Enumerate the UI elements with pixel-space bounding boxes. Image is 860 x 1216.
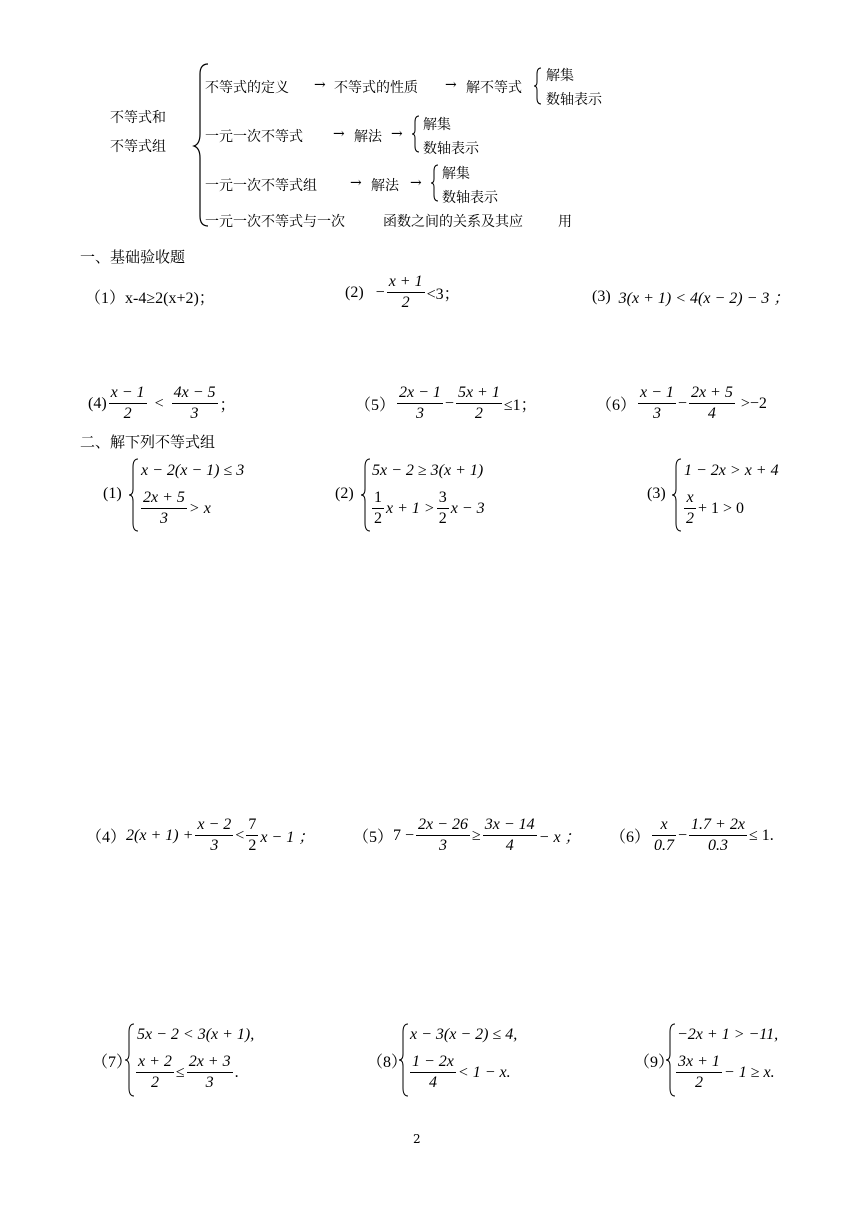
denominator: 4 [707, 405, 716, 422]
expression: 3(x + 1) < 4(x − 2) − 3 ； [618, 290, 790, 307]
denominator: 4 [428, 1074, 437, 1091]
problem-label: (4) [88, 394, 107, 412]
problem-1-5 [355, 383, 537, 424]
denominator: 0.3 [708, 837, 728, 854]
problem-label: （7） [92, 1054, 133, 1071]
numerator: 1 [372, 488, 384, 509]
denominator: 4 [505, 837, 514, 854]
numerator: 3 [437, 488, 449, 509]
system-line2 [134, 1052, 239, 1093]
fraction [638, 383, 676, 424]
numerator: 2x − 26 [416, 815, 470, 836]
expression-head: 7 − [393, 826, 415, 844]
sub-brace [430, 163, 440, 203]
system-line2 [674, 1052, 775, 1093]
expression-tail: < 1 − x. [457, 1063, 511, 1081]
root-label-line1: 不等式和 [110, 110, 166, 126]
fraction [456, 383, 502, 424]
denominator: 3 [439, 837, 447, 854]
numerator: 2x + 5 [141, 488, 187, 509]
fraction [187, 1052, 233, 1093]
fraction [689, 383, 735, 424]
problem-1-6 [596, 383, 767, 424]
branch3-number-line: 数轴表示 [442, 190, 498, 206]
denominator: 3 [190, 405, 199, 422]
fraction [416, 815, 470, 856]
expression-mid: x + 1 > [386, 499, 435, 517]
system-line1: x − 2(x − 1) ≤ 3 [141, 462, 245, 479]
problem-label: （5） [353, 829, 394, 846]
numerator: x − 1 [109, 383, 147, 404]
fraction [109, 383, 147, 424]
expression-tail: ≤1； [503, 397, 537, 414]
branch1-number-line: 数轴表示 [546, 92, 602, 108]
fraction [397, 383, 443, 424]
operator: − [444, 394, 454, 412]
problem-label: （1） [85, 290, 126, 307]
numerator: 4x − 5 [172, 383, 218, 404]
branch3-solution-set: 解集 [442, 166, 470, 182]
problem-label: （6） [596, 397, 637, 414]
arrow-icon: → [314, 77, 326, 93]
problem-label: (2) [335, 485, 354, 502]
problem-label: (1) [103, 485, 122, 502]
denominator: 2 [150, 1074, 159, 1091]
fraction [652, 815, 676, 856]
numerator: x − 2 [195, 815, 233, 836]
operator: − [678, 826, 688, 844]
denominator: 2 [438, 510, 447, 527]
system-line1: 1 − 2x > x + 4 [684, 462, 779, 479]
problem-2-4 [86, 815, 314, 856]
expression-tail: > x [188, 499, 211, 517]
denominator: 0.7 [654, 837, 675, 854]
branch1-properties: 不等式的性质 [334, 80, 418, 96]
expression-tail: + 1 > 0 [698, 499, 745, 517]
arrow-icon: → [445, 77, 457, 93]
problem-label: （6） [610, 829, 651, 846]
expression-tail: >−2 [740, 394, 767, 412]
fraction [676, 1052, 722, 1093]
operator: < [154, 394, 164, 412]
fraction [483, 815, 537, 856]
expression-head: 2(x + 1) + [126, 826, 194, 844]
minus-sign: − [375, 283, 385, 301]
problem-label: （5） [355, 397, 396, 414]
problem-label: (3) [592, 287, 611, 305]
arrow-icon: → [391, 126, 403, 142]
problem-label: (3) [647, 485, 666, 502]
problem-label: （9） [634, 1054, 675, 1071]
operator: ≥ [471, 826, 481, 844]
numerator: 5x + 1 [456, 383, 502, 404]
system-line1: −2x + 1 > −11, [677, 1026, 779, 1043]
fraction [141, 488, 187, 529]
numerator: 7 [246, 815, 258, 836]
problem-1-4 [88, 383, 236, 424]
denominator: 3 [652, 405, 661, 422]
numerator: 1.7 + 2x [689, 815, 747, 836]
denominator: 3 [415, 405, 424, 422]
numerator: x [684, 488, 696, 509]
sub-brace [411, 114, 421, 154]
problem-label: （4） [86, 829, 127, 846]
branch4-text-a: 一元一次不等式与一次 [205, 214, 345, 230]
fraction [246, 815, 258, 856]
expression: x-4≥2(x+2)； [125, 290, 215, 307]
problem-2-5 [353, 815, 581, 856]
expression-tail: x − 3 [450, 499, 485, 517]
numerator: x − 1 [638, 383, 676, 404]
expression-tail: . [234, 1063, 239, 1081]
denominator: 2 [401, 294, 410, 311]
operator: − [677, 394, 687, 412]
denominator: 2 [248, 837, 257, 854]
expression-tail: − 1 ≥ x. [723, 1063, 775, 1081]
denominator: 3 [210, 837, 219, 854]
denominator: 2 [374, 510, 382, 527]
problem-1-3 [592, 285, 789, 308]
problem-1-1 [85, 285, 215, 308]
problem-2-6 [610, 815, 774, 856]
expression-tail: − x ； [538, 829, 581, 846]
fraction [172, 383, 218, 424]
numerator: x + 2 [136, 1052, 174, 1073]
fraction [684, 488, 696, 529]
numerator: x + 1 [387, 272, 425, 293]
section1-heading: 一、基础验收题 [80, 248, 186, 266]
fraction [195, 815, 233, 856]
operator: ≤ [175, 1063, 185, 1081]
fraction [410, 1052, 456, 1093]
system-line1: 5x − 2 ≥ 3(x + 1) [372, 462, 484, 479]
branch3-method: 解法 [371, 178, 399, 194]
denominator: 2 [474, 405, 483, 422]
numerator: 2x + 3 [187, 1052, 233, 1073]
system-line2 [139, 488, 211, 529]
expression-tail: <3； [426, 286, 460, 303]
root-label-line2: 不等式组 [110, 139, 166, 155]
expression-tail: ； [219, 397, 236, 414]
system-line1: x − 3(x − 2) ≤ 4, [410, 1026, 518, 1043]
denominator: 2 [123, 405, 132, 422]
expression-tail: ≤ 1. [748, 826, 774, 844]
system-line2 [370, 488, 485, 529]
fraction [387, 272, 425, 313]
numerator: x [652, 815, 676, 836]
branch4-text-c: 用 [558, 214, 572, 230]
sub-brace [533, 66, 543, 106]
denominator: 2 [694, 1074, 703, 1091]
branch1-solve: 解不等式 [466, 80, 522, 96]
page-number: 2 [413, 1132, 421, 1146]
branch1-solution-set: 解集 [546, 68, 574, 84]
problem-label: （8） [367, 1054, 408, 1071]
problem-label: (2) [345, 283, 364, 301]
branch3-inequality-system: 一元一次不等式组 [205, 178, 317, 194]
arrow-icon: → [333, 126, 345, 142]
branch4-text-b: 函数之间的关系及其应 [383, 214, 523, 230]
branch2-number-line: 数轴表示 [423, 141, 479, 157]
branch2-solution-set: 解集 [423, 117, 451, 133]
numerator: 3x + 1 [676, 1052, 722, 1073]
denominator: 3 [205, 1074, 214, 1091]
system-line2 [408, 1052, 511, 1093]
arrow-icon: → [410, 175, 422, 191]
denominator: 2 [686, 510, 694, 527]
fraction [437, 488, 449, 529]
expression-tail: x − 1 ； [260, 829, 315, 846]
fraction [372, 488, 384, 529]
numerator: 2x − 1 [397, 383, 443, 404]
system-line1: 5x − 2 < 3(x + 1), [137, 1026, 255, 1043]
numerator: 2x + 5 [689, 383, 735, 404]
operator: < [235, 826, 245, 844]
fraction [136, 1052, 174, 1093]
section2-heading: 二、解下列不等式组 [80, 433, 216, 451]
numerator: 3x − 14 [483, 815, 537, 836]
system-line2 [682, 488, 744, 529]
fraction [689, 815, 747, 856]
denominator: 3 [159, 510, 168, 527]
numerator: 1 − 2x [410, 1052, 456, 1073]
problem-1-2 [345, 272, 460, 313]
branch1-definition: 不等式的定义 [205, 80, 289, 96]
branch2-method: 解法 [354, 129, 382, 145]
arrow-icon: → [350, 175, 362, 191]
branch2-linear-inequality: 一元一次不等式 [205, 129, 303, 145]
